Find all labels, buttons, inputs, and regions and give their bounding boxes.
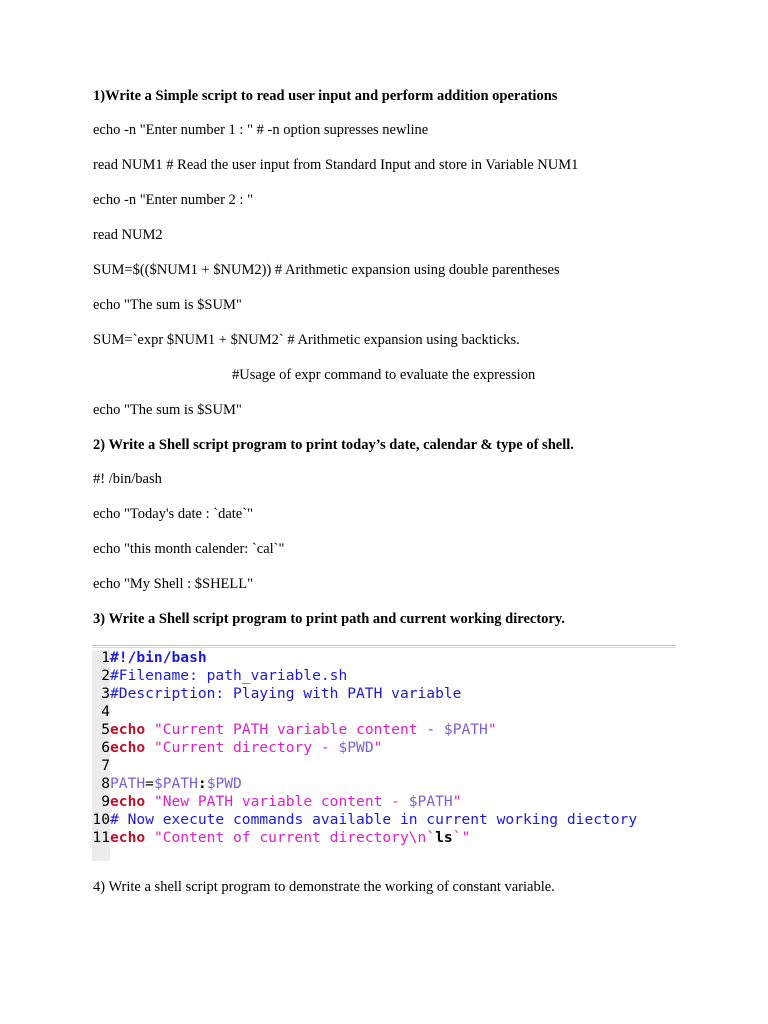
q1-line-7: SUM=`expr $NUM1 + $NUM2` # Arithmetic expansion using backticks. [93, 332, 520, 348]
operator: = [145, 775, 154, 792]
keyword: echo [110, 829, 146, 846]
line-number: 9 [101, 793, 110, 810]
variable: $PWD [206, 775, 242, 792]
code-screenshot [92, 645, 676, 861]
q2-line-3: echo "this month calender: `cal`" [93, 541, 285, 557]
line-number: 7 [101, 757, 110, 774]
line-number: 6 [101, 739, 110, 756]
line-number: 2 [101, 667, 110, 684]
string: "Current directory - [153, 739, 339, 756]
string: " [452, 793, 462, 810]
comment: #Filename: path_variable.sh [110, 667, 348, 684]
command: ls [435, 829, 453, 846]
shebang: #!/bin/bash [110, 649, 207, 666]
line-number: 3 [101, 685, 110, 702]
q2-line-1: #! /bin/bash [93, 471, 162, 487]
q2-line-2: echo "Today's date : `date`" [93, 506, 253, 522]
code-line [92, 703, 110, 721]
variable: $PATH [153, 775, 198, 792]
line-number: 11 [92, 829, 110, 846]
code-line [92, 739, 382, 757]
code-line [92, 775, 242, 793]
variable: $PATH [443, 721, 488, 738]
string: " [487, 721, 497, 738]
code-line [92, 829, 470, 847]
question-4-heading: 4) Write a shell script program to demonstrate the working of constant variable. [93, 879, 555, 895]
q1-line-6: echo "The sum is $SUM" [93, 297, 242, 313]
string: " [373, 739, 383, 756]
code-line [92, 721, 497, 739]
keyword: echo [110, 739, 146, 756]
question-1-heading: 1)Write a Simple script to read user input and perform addition operations [93, 88, 558, 104]
q1-line-1: echo -n "Enter number 1 : " # -n option supresses newline [93, 122, 429, 138]
string: "Content of current directory\n` [153, 829, 436, 846]
line-number: 10 [92, 811, 110, 828]
line-number: 8 [101, 775, 110, 792]
separator: : [197, 775, 207, 792]
comment: # Now execute commands available in current working diectory [110, 811, 638, 828]
code-border [92, 645, 676, 648]
string: "Current PATH variable content - [153, 721, 444, 738]
q1-line-8: #Usage of expr command to evaluate the expression [232, 367, 536, 383]
line-number: 5 [101, 721, 110, 738]
code-line [92, 793, 462, 811]
variable: PATH [110, 775, 146, 792]
code-line [92, 649, 207, 667]
code-line [92, 757, 110, 775]
variable: $PATH [408, 793, 453, 810]
q1-line-4: read NUM2 [93, 227, 163, 243]
q1-line-3: echo -n "Enter number 2 : " [93, 192, 254, 208]
q1-line-9: echo "The sum is $SUM" [93, 402, 242, 418]
question-2-heading: 2) Write a Shell script program to print today’s date, calendar & type of shell. [93, 437, 574, 453]
q1-line-2: read NUM1 # Read the user input from Standard Input and store in Variable NUM1 [93, 157, 579, 173]
q2-line-4: echo "My Shell : $SHELL" [93, 576, 254, 592]
variable: $PWD [338, 739, 374, 756]
keyword: echo [110, 793, 146, 810]
code-line [92, 667, 347, 685]
string: "New PATH variable content - [153, 793, 409, 810]
line-number: 4 [101, 703, 110, 720]
comment: #Description: Playing with PATH variable [110, 685, 462, 702]
keyword: echo [110, 721, 146, 738]
q1-line-5: SUM=$(($NUM1 + $NUM2)) # Arithmetic expansion using double parentheses [93, 262, 560, 278]
string: `" [452, 829, 471, 846]
code-line [92, 811, 637, 829]
question-3-heading: 3) Write a Shell script program to print path and current working directory. [93, 611, 565, 627]
line-number: 1 [101, 649, 110, 666]
code-line [92, 685, 461, 703]
